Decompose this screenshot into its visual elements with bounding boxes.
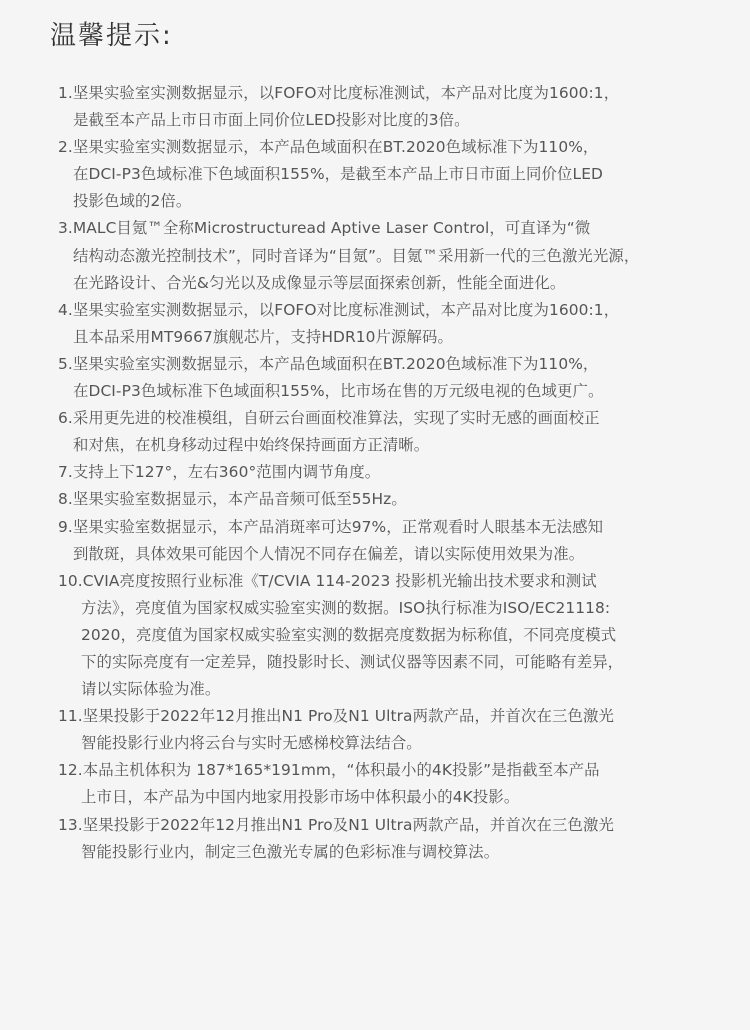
- note-line-first: 7.支持上下127°，左右360°范围内调节角度。: [58, 463, 381, 482]
- note-line-first: 9.坚果实验室数据显示，本产品消斑率可达97%，正常观看时人眼基本无法感知: [58, 517, 604, 536]
- note-line-continuation: 结构动态激光控制技术”，同时音译为“目氪”。目氪™采用新一代的三色激光光源，: [73, 246, 640, 265]
- note-line-continuation: 到散斑，具体效果可能因个人情况不同存在偏差，请以实际使用效果为准。: [73, 544, 585, 563]
- note-line-first: 6.采用更先进的校准模组，自研云台画面校准算法，实现了实时无感的画面校正: [58, 409, 600, 428]
- note-line-continuation: 上市日，本产品为中国内地家用投影市场中体积最小的4K投影。: [81, 788, 520, 807]
- note-item: [58, 703, 708, 757]
- note-item: [58, 80, 708, 134]
- note-item: [58, 757, 708, 811]
- note-item: [58, 459, 708, 486]
- note-item: [58, 405, 708, 459]
- note-line-first: 4.坚果实验室实测数据显示，以FOFO对比度标准测试，本产品对比度为1600:1，: [58, 300, 620, 319]
- note-item: [58, 568, 708, 703]
- notes-list: [58, 80, 708, 866]
- note-item: [58, 215, 708, 296]
- note-line-first: 5.坚果实验室实测数据显示，本产品色域面积在BT.2020色域标准下为110%，: [58, 354, 599, 373]
- note-line-first: 3.MALC目氪™全称Microstructuread Aptive Laser Control，可直译为“微: [58, 219, 591, 238]
- note-line-continuation: 投影色域的2倍。: [73, 192, 192, 211]
- note-line-first: 8.坚果实验室数据显示，本产品音频可低至55Hz。: [58, 490, 407, 509]
- note-line-first: 2.坚果实验室实测数据显示，本产品色域面积在BT.2020色域标准下为110%，: [58, 138, 599, 157]
- note-line-continuation: 智能投影行业内，制定三色激光专属的色彩标准与调校算法。: [81, 842, 500, 861]
- note-line-first: 13.坚果投影于2022年12月推出N1 Pro及N1 Ultra两款产品，并首次在三色激光: [58, 815, 614, 834]
- note-item: [58, 134, 708, 215]
- note-line-continuation: 是截至本产品上市日市面上同价位LED投影对比度的3倍。: [73, 111, 470, 130]
- note-line-continuation: 2020，亮度值为国家权威实验室实测的数据亮度数据为标称值，不同亮度模式: [81, 625, 617, 644]
- note-item: [58, 351, 708, 405]
- note-line-continuation: 方法》，亮度值为国家权威实验室实测的数据。ISO执行标准为ISO/EC21118:: [81, 598, 611, 617]
- note-line-continuation: 请以实际体验为准。: [81, 680, 221, 699]
- note-item: [58, 486, 708, 513]
- note-line-first: 12.本品主机体积为 187*165*191mm，“体积最小的4K投影”是指截至本产品: [58, 761, 600, 780]
- note-line-first: 10.CVIA亮度按照行业标准《T/CVIA 114-2023 投影机光输出技术要求和测试: [58, 571, 597, 590]
- note-line-continuation: 下的实际亮度有一定差异，随投影时长、测试仪器等因素不同，可能略有差异，: [81, 652, 624, 671]
- note-line-continuation: 在DCI-P3色域标准下色域面积155%，比市场在售的万元级电视的色域更广。: [73, 382, 604, 401]
- note-line-first: 11.坚果投影于2022年12月推出N1 Pro及N1 Ultra两款产品，并首次在三色激光: [58, 707, 614, 726]
- note-item: [58, 514, 708, 568]
- page-title: 温馨提示:: [50, 21, 173, 51]
- note-item: [58, 297, 708, 351]
- note-line-first: 1.坚果实验室实测数据显示，以FOFO对比度标准测试，本产品对比度为1600:1，: [58, 84, 620, 102]
- note-line-continuation: 和对焦，在机身移动过程中始终保持画面方正清晰。: [73, 436, 430, 455]
- note-line-continuation: 在光路设计、合光&匀光以及成像显示等层面探索创新，性能全面进化。: [73, 273, 566, 292]
- note-line-continuation: 且本品采用MT9667旗舰芯片，支持HDR10片源解码。: [73, 327, 453, 346]
- note-line-continuation: 智能投影行业内将云台与实时无感梯校算法结合。: [81, 734, 422, 753]
- note-line-continuation: 在DCI-P3色域标准下色域面积155%，是截至本产品上市日市面上同价位LED: [73, 165, 603, 184]
- note-item: [58, 812, 708, 866]
